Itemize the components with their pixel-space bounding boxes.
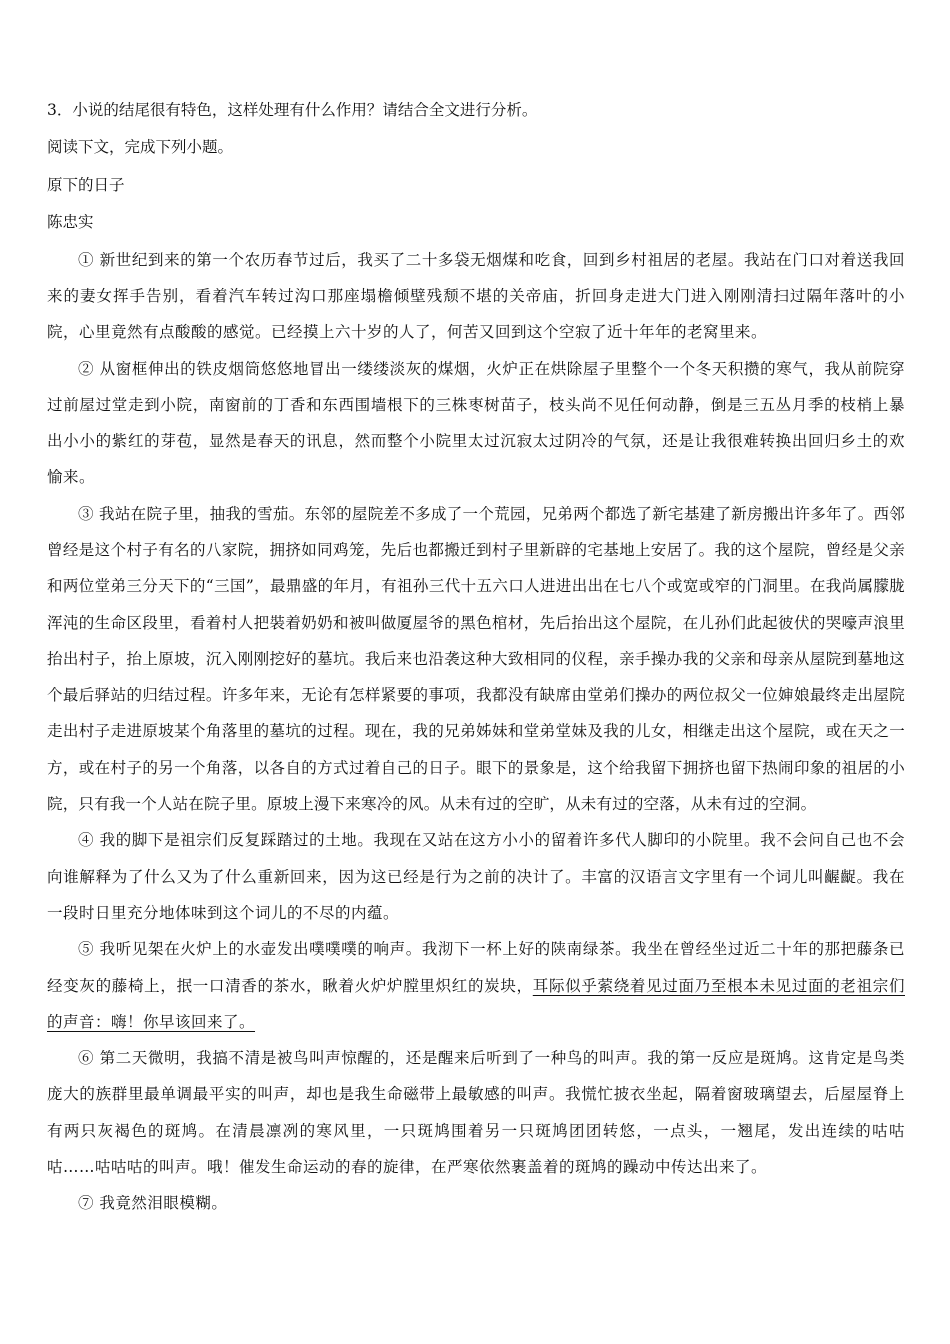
paragraph-7: ⑦ 我竟然泪眼模糊。: [78, 1194, 228, 1213]
paragraph-3: ③ 我站在院子里，抽我的雪茄。东邻的屋院差不多成了一个荒园，兄弟两个都选了新宅基建了新房搬出许多年了。西邻曾经是这个村子有名的八家院，拥挤如同鸡笼，先后也都搬迁到村子里新辟的宅基地上安居了。我的这个屋院，曾经是父亲和两位堂弟三分天下的“三国”，最鼎盛的年月，有祖孙三代十五六口人进进出出在七八个或宽或窄的门洞里。在我尚属朦胧浑沌的生命区段里，看着村人把裝着奶奶和被叫做厦屋爷的黑色棺材，先后抬出这个屋院，在儿孙们此起彼伏的哭嚎声浪里抬出村子，抬上原坡，沉入刚刚挖好的墓坑。我后来也沿袭这种大致相同的仪程，亲手操办我的父亲和母亲从屋院到墓地这个最后驿站的归结过程。许多年来，无论有怎样紧要的事项，我都没有缺席由堂弟们操办的两位叔父一位婶娘最终走出屋院走出村子走进原坡某个角落里的墓坑的过程。现在，我的兄弟姊妹和堂弟堂妹及我的儿女，相继走出这个屋院，或在天之一方，或在村子的另一个角落，以各自的方式过着自己的日子。眼下的景象是，这个给我留下拥挤也留下热闹印象的祖居的小院，只有我一个人站在院子里。原坡上漫下来寒冷的风。从未有过的空旷，从未有过的空落，从未有过的空洞。: [47, 504, 905, 814]
paragraph-6: ⑥ 第二天微明，我搞不清是被鸟叫声惊醒的，还是醒来后听到了一种鸟的叫声。我的第一反应是斑鸠。这肯定是鸟类庞大的族群里最单调最平实的叫声，却也是我生命磁带上最敏感的叫声。我慌忙披衣坐起，隔着窗玻璃望去，后屋屋脊上有两只灰褐色的斑鸠。在清晨凛冽的寒风里，一只斑鸠围着另一只斑鸠团团转悠，一点头，一翘尾，发出连续的咕咕咕……咕咕咕的叫声。哦！催发生命运动的春的旋律，在严寒依然裹盖着的斑鸠的躁动中传达出来了。: [47, 1049, 905, 1177]
reading-instruction: 阅读下文，完成下列小题。: [47, 138, 234, 157]
paragraph-1: ① 新世纪到来的第一个农历春节过后，我买了二十多袋无烟煤和吃食，回到乡村祖居的老屋。我站在门口对着送我回来的妻女挥手告别，看着汽车转过沟口那座塌檐倾壁残颓不堪的关帝庙，折回身走进大门进入刚刚清扫过隔年落叶的小院，心里竟然有点酸酸的感觉。已经摸上六十岁的人了，何苦又回到这个空寂了近十年年的老窝里来。: [47, 250, 905, 342]
article-author: 陈忠实: [47, 213, 94, 232]
question-3: 3．小说的结尾很有特色，这样处理有什么作用？请结合全文进行分析。: [47, 101, 538, 119]
article-title: 原下的日子: [47, 175, 125, 194]
document-page: [47, 92, 905, 1222]
paragraph-5: [47, 931, 905, 1040]
paragraph-2: ② 从窗框伸出的铁皮烟筒悠悠地冒出一缕缕淡灰的煤烟，火炉正在烘除屋子里整个一个冬天积攒的寒气，我从前院穿过前屋过堂走到小院，南窗前的丁香和东西围墙根下的三株枣树苗子，枝头尚不见任何动静，倒是三五丛月季的枝梢上暴出小小的紫红的芽苞，显然是春天的讯息，然而整个小院里太过沉寂太过阴冷的气氛，还是让我很难转换出回归乡土的欢愉来。: [47, 359, 905, 487]
paragraph-4: ④ 我的脚下是祖宗们反复踩踏过的土地。我现在又站在这方小小的留着许多代人脚印的小院里。我不会问自己也不会向谁解释为了什么又为了什么重新回来，因为这已经是行为之前的决计了。丰富的汉语言文字里有一个词儿叫齷齪。我在一段时日里充分地体味到这个词儿的不尽的内蕴。: [47, 831, 905, 922]
paragraph-5-text: ⑤ 我听见架在火炉上的水壶发出噗噗噗的响声。我沏下一杯上好的陕南绿茶。我坐在曾经坐过近二十年的那把藤条已经变灰的藤椅上，抿一口清香的茶水，瞅着火炉炉膛里炽红的炭块，: [47, 940, 905, 995]
underlined-sentence: 耳际似乎萦绕着见过面乃至根本未见过面的老祖宗们的声音：嗨！你早该回来了。: [47, 976, 905, 1031]
